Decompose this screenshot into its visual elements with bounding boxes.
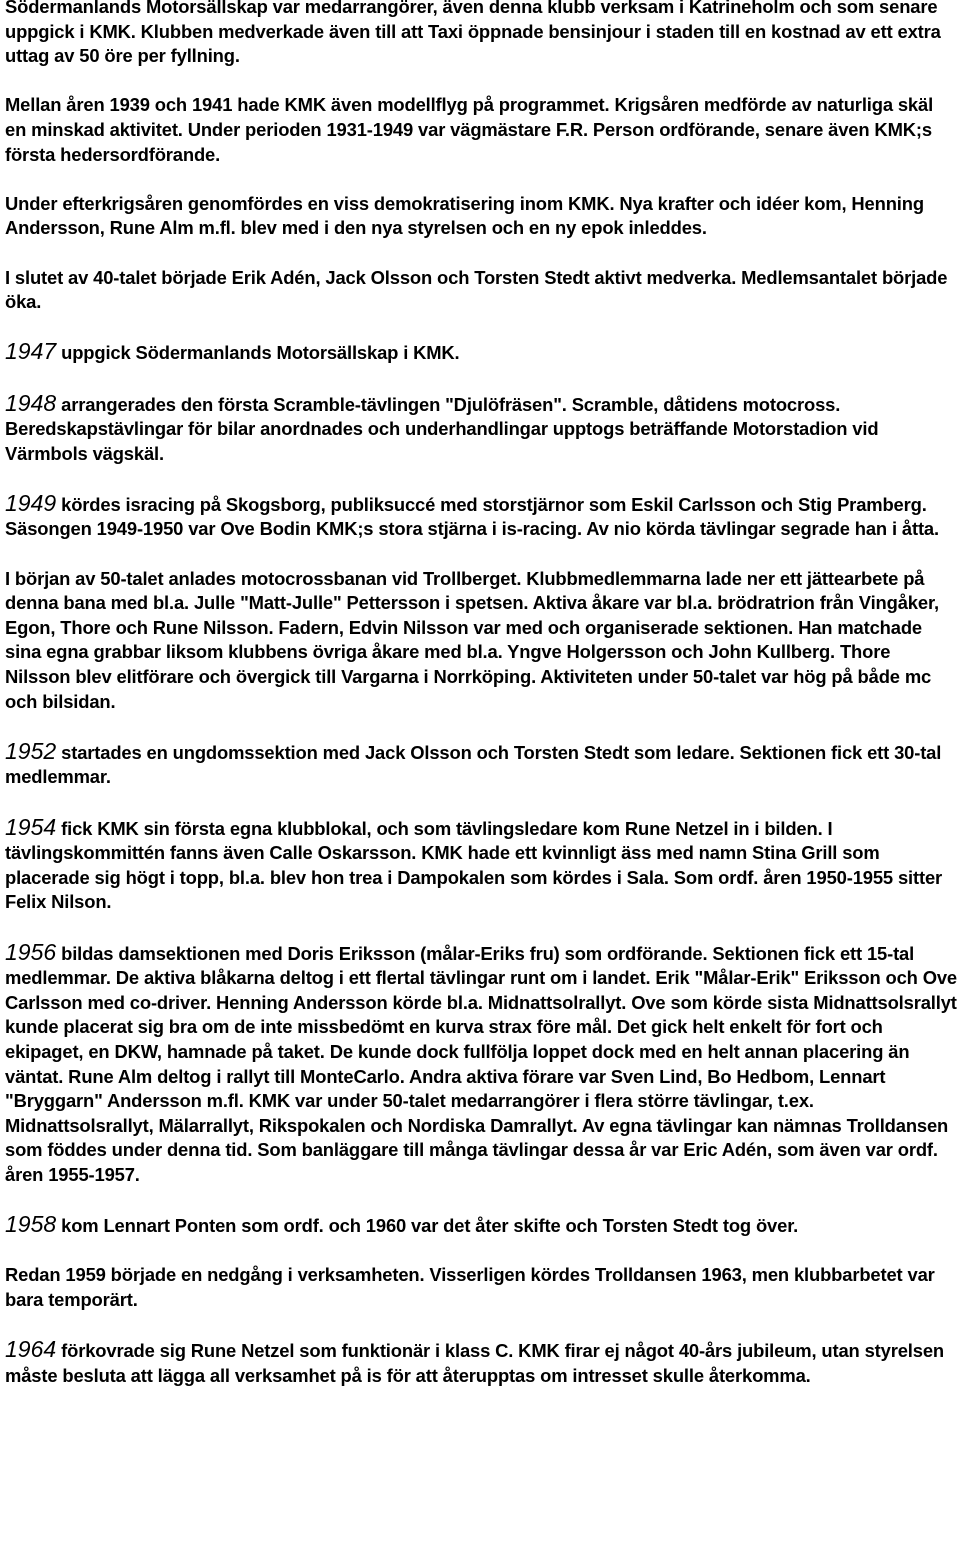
year-label: 1949 bbox=[5, 489, 57, 516]
paragraph-1958 bbox=[5, 1212, 957, 1239]
paragraph-text: Södermanlands Motorsällskap var medarrangörer, även denna klubb verksam i Katrineholm och som senare uppgick i KMK. Klubben medverkade även till att Taxi öppnade bensinjour i staden till en kostnad av ett extra uttag av 50 öre per fyllning. bbox=[5, 0, 941, 67]
paragraph-1948 bbox=[5, 391, 957, 467]
paragraph-1956 bbox=[5, 940, 957, 1188]
paragraph-text: Under efterkrigsåren genomfördes en viss demokratisering inom KMK. Nya krafter och idéer kom, Henning Andersson, Rune Alm m.fl. blev med i den nya styrelsen och en ny epok inleddes. bbox=[5, 192, 924, 239]
paragraph-text: bildas damsektionen med Doris Eriksson (målar-Eriks fru) som ordförande. Sektionen fick ett 15-tal medlemmar. De aktiva blåkarna deltog i ett flertal tävlingar runt om i landet. Erik "Målar-Erik" Eriksson och Ove Carlsson med co-driver. Henning Andersson körde bl.a. Midnattsolrallyt. Ove som körde sista Midnattsolsrallyt kunde placerat sig bra om de inte missbedömt en kurva strax före mål. Det gick helt enkelt för fort och ekipaget, en DKW, hamnade på taket. De kunde dock fullfölja loppet dock med en helt annan placering än väntat. Rune Alm deltog i rallyt till MonteCarlo. Andra aktiva förare var Sven Lind, Bo Hedbom, Lennart "Bryggarn" Andersson m.fl. KMK var under 50-talet medarrangörer i flera större tävlingar, t.ex. Midnattsolsrallyt, Mälarrallyt, Rikspokalen och Nordiska Damrallyt. Av egna tävlingar kan nämnas Trolldansen som föddes under denna tid. Som banläggare till många tävlingar dessa år var Eric Adén, som även var ordf. åren 1955-1957. bbox=[5, 942, 958, 1185]
year-label: 1954 bbox=[5, 813, 57, 840]
paragraph-efterkrigsaren bbox=[5, 192, 957, 241]
paragraph-text: arrangerades den första Scramble-tävlingen "Djulöfräsen". Scramble, dåtidens motocross. Beredskapstävlingar för bilar anordnades och underhandlingar upptogs beträffande Motorstadion vid Värmbols vägskäl. bbox=[5, 393, 879, 464]
year-label: 1958 bbox=[5, 1211, 57, 1238]
paragraph-text: Mellan åren 1939 och 1941 hade KMK även modellflyg på programmet. Krigsåren medförde av naturliga skäl en minskad aktivitet. Under perioden 1931-1949 var vägmästare F.R. Person ordförande, senare även KMK;s första hedersordförande. bbox=[5, 94, 934, 165]
paragraph-motorsallskap bbox=[5, 0, 957, 69]
document-page bbox=[5, 0, 957, 1413]
year-label: 1947 bbox=[5, 338, 57, 365]
paragraph-text: I början av 50-talet anlades motocrossbanan vid Trollberget. Klubbmedlemmarna lade ner ett jättearbete på denna bana med bl.a. Julle "Matt-Julle" Pettersson i spetsen. Aktiva åkare var bl.a. brödratrion från Vingåker, Egon, Thore och Rune Nilsson. Fadern, Edvin Nilsson var med och organiserade sektionen. Han matchade sina egna grabbar liksom klubbens övriga åkare med bl.a. Yngve Holgersson och John Kullberg. Thore Nilsson blev elitförare och övergick till Vargarna i Norrköping. Aktiviteten under 50-talet var hög på både mc och bilsidan. bbox=[5, 567, 939, 712]
paragraph-text: startades en ungdomssektion med Jack Olsson och Torsten Stedt som ledare. Sektionen fick ett 30-tal medlemmar. bbox=[5, 741, 942, 788]
year-label: 1948 bbox=[5, 389, 57, 416]
year-label: 1956 bbox=[5, 938, 57, 965]
paragraph-text: kördes isracing på Skogsborg, publiksuccé med storstjärnor som Eskil Carlsson och Stig Pramberg. Säsongen 1949-1950 var Ove Bodin KMK;s stora stjärna i is-racing. Av nio körda tävlingar segrade han i åtta. bbox=[5, 493, 939, 540]
paragraph-text: uppgick Södermanlands Motorsällskap i KMK. bbox=[61, 342, 460, 364]
paragraph-text: förkovrade sig Rune Netzel som funktionär i klass C. KMK firar ej något 40-års jubileum, utan styrelsen måste besluta att lägga all verksamhet på is för att återupptas om intresset skulle återkomma. bbox=[5, 1340, 944, 1386]
paragraph-50-talet bbox=[5, 567, 957, 715]
paragraph-text: kom Lennart Ponten som ordf. och 1960 var det åter skifte och Torsten Stedt tog över. bbox=[61, 1215, 799, 1237]
year-label: 1964 bbox=[5, 1336, 57, 1363]
paragraph-1964 bbox=[5, 1337, 957, 1388]
paragraph-1947 bbox=[5, 339, 957, 366]
paragraph-1954 bbox=[5, 815, 957, 915]
paragraph-40-talet bbox=[5, 266, 957, 315]
year-label: 1952 bbox=[5, 737, 57, 764]
paragraph-modellflyg bbox=[5, 93, 957, 167]
paragraph-1949 bbox=[5, 491, 957, 542]
paragraph-text: Redan 1959 började en nedgång i verksamheten. Visserligen kördes Trolldansen 1963, men klubbarbetet var bara temporärt. bbox=[5, 1264, 935, 1310]
paragraph-1959 bbox=[5, 1263, 957, 1312]
paragraph-text: I slutet av 40-talet började Erik Adén, Jack Olsson och Torsten Stedt aktivt medverka. Medlemsantalet började öka. bbox=[5, 266, 948, 313]
paragraph-text: fick KMK sin första egna klubblokal, och som tävlingsledare kom Rune Netzel in i bilden. I tävlingskommittén fanns även Calle Oskarsson. KMK hade ett kvinnligt äss med namn Stina Grill som placerade sig högt i topp, bl.a. blev hon trea i Dampokalen som kördes i Sala. Som ordf. åren 1950-1955 sitter Felix Nilson. bbox=[5, 817, 943, 913]
paragraph-1952 bbox=[5, 739, 957, 790]
